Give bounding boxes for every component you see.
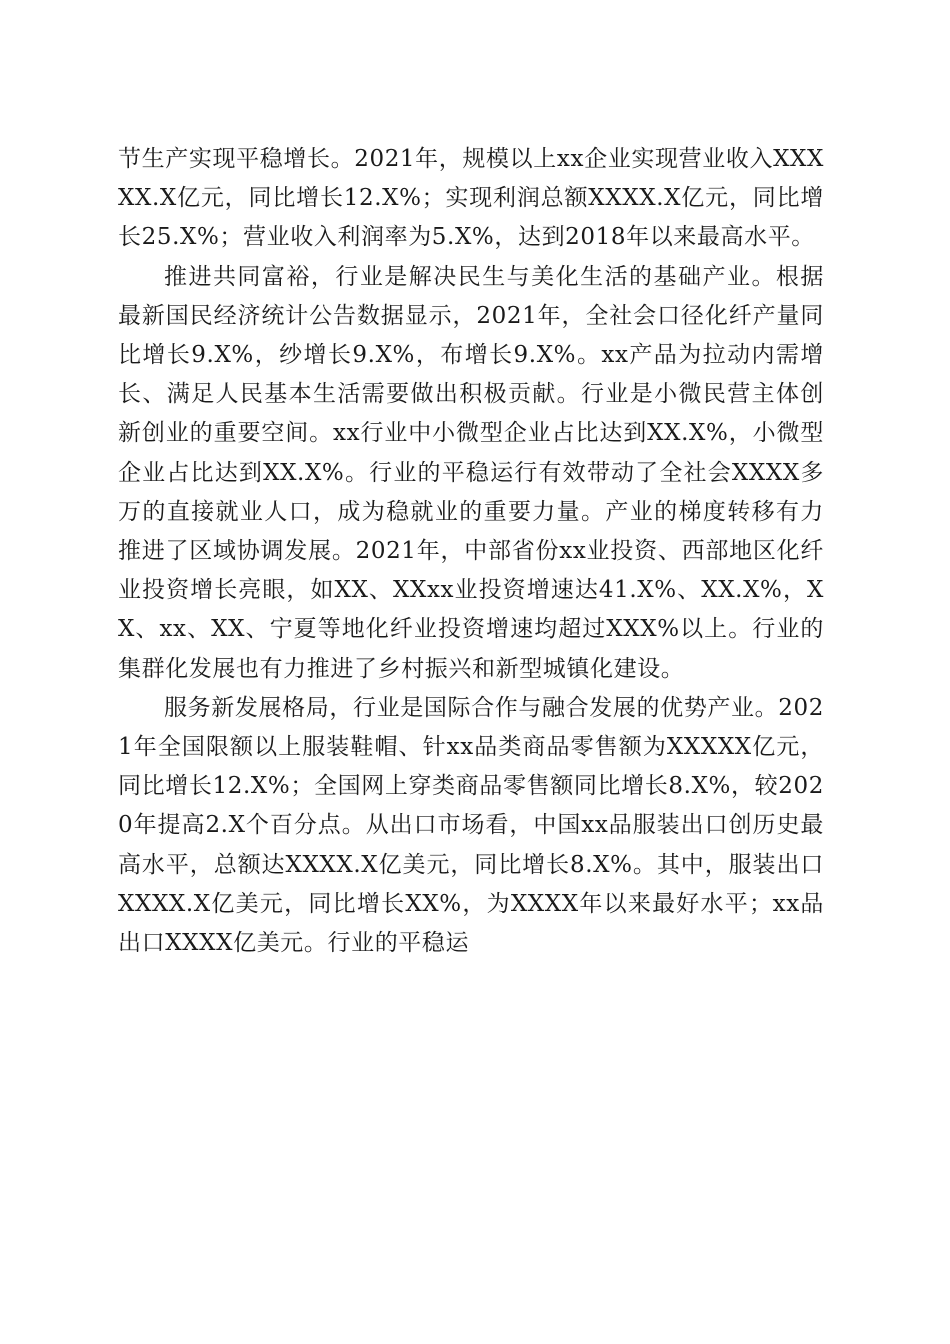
- document-page: [118, 140, 824, 963]
- paragraph-1: 节生产实现平稳增长。2021年，规模以上xx企业实现营业收入XXXXX.X亿元，同比增长12.X%；实现利润总额XXXX.X亿元，同比增长25.X%；营业收入利润率为5.X%，达到2018年以来最高水平。: [118, 146, 824, 251]
- paragraph-2: 推进共同富裕，行业是解决民生与美化生活的基础产业。根据最新国民经济统计公告数据显示，2021年，全社会口径化纤产量同比增长9.X%，纱增长9.X%，布增长9.X%。xx产品为拉动内需增长、满足人民基本生活需要做出积极贡献。行业是小微民营主体创新创业的重要空间。xx行业中小微型企业占比达到XX.X%，小微型企业占比达到XX.X%。行业的平稳运行有效带动了全社会XXXX多万的直接就业人口，成为稳就业的重要力量。产业的梯度转移有力推进了区域协调发展。2021年，中部省份xx业投资、西部地区化纤业投资增长亮眼，如XX、XXxx业投资增速达41.X%、XX.X%，XX、xx、XX、宁夏等地化纤业投资增速均超过XXX%以上。行业的集群化发展也有力推进了乡村振兴和新型城镇化建设。: [118, 263, 824, 682]
- paragraph-3: 服务新发展格局，行业是国际合作与融合发展的优势产业。2021年全国限额以上服装鞋帽、针xx品类商品零售额为XXXXX亿元，同比增长12.X%；全国网上穿类商品零售额同比增长8.X%，较2020年提高2.X个百分点。从出口市场看，中国xx品服装出口创历史最高水平，总额达XXXX.X亿美元，同比增长8.X%。其中，服装出口XXXX.X亿美元，同比增长XX%，为XXXX年以来最好水平；xx品出口XXXX亿美元。行业的平稳运: [118, 694, 824, 957]
